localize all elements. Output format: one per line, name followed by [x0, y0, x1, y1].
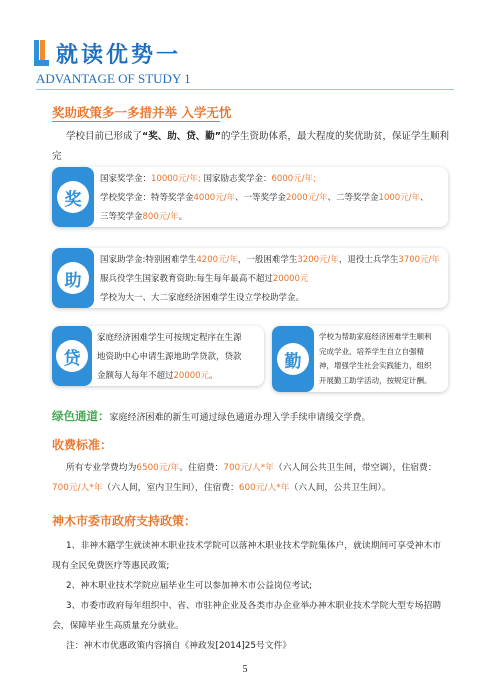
policy-heading: 神木市委市政府支持政策： — [52, 514, 197, 528]
page-number: 5 — [242, 664, 248, 675]
page-subtitle: ADVANTAGE OF STUDY 1 — [36, 71, 191, 86]
loan-text: 家庭经济困难学生可按规定程序在生源 地资助中心申请生源地助学贷款，贷款 金额每人每年不超过20000元。 — [97, 333, 242, 381]
grant-badge — [52, 248, 94, 308]
scholarship-badge — [52, 167, 94, 227]
header-logo-mark — [34, 40, 49, 66]
loan-badge-char: 贷 — [63, 348, 81, 369]
fees-heading: 收费标准： — [52, 438, 113, 452]
policy-text: 1、非神木籍学生就读神木职业技术学院可以落神木职业技术学院集体户，就读期间可享受神木市 现有全民免费医疗等惠民政策; 2、神木职业技术学院应届毕业生可以参加神木市公益岗位考试; 3、市委市政府每年组织中、省、市驻神企业及各类市办企业举办神木职业技术学院大型专场招聘 会，保障毕业生高质量充分就业。 注：神木市优惠政策内容摘自《神政发[2014]25号文件》 — [52, 541, 442, 651]
title-divider — [36, 89, 454, 90]
green-channel-line: 绿色通道：家庭经济困难的新生可通过绿色通道办理入学手续申请缓交学费。 — [52, 409, 371, 423]
green-channel-label: 绿色通道： — [52, 409, 110, 423]
grant-text: 国家助学金:特别困难学生4200元/年，一般困难学生3200元/年，退役士兵学生3700元/年 服兵役学生国家教育资助:每生每年最高不超过20000元 学校为大一、大二家庭经济困难学生设立学校助学金。 — [100, 255, 440, 303]
work-study-badge — [272, 326, 314, 392]
scholarship-badge-char: 奖 — [64, 189, 82, 210]
intro-paragraph: 学校目前已形成了“奖、助、贷、勤”的学生资助体系，最大程度的奖优助贫，保证学生顺利完 — [52, 131, 450, 162]
section-heading-scholarship: 奖助政策多一多措并举 入学无忧 — [52, 105, 232, 120]
loan-badge — [52, 326, 92, 386]
work-study-badge-char: 勤 — [284, 351, 302, 372]
section-heading-underline — [52, 121, 220, 122]
work-study-text: 学校为帮助家庭经济困难学生顺利 完成学业、培养学生自立自强精 神，增强学生社会实践能力，组织 开展勤工助学活动，按规定计酬。 — [319, 332, 432, 385]
page-title: 就读优势一 — [56, 43, 182, 68]
fees-text: 所有专业学费均为6500元/年。住宿费：700元/人*年（六人间公共卫生间，带空调），住宿费： 700元/人*年（六人间，室内卫生间），住宿费：600元/人*年（六人间，公共卫生间）。 — [52, 463, 437, 493]
scholarship-text: 国家奖学金：10000元/年; 国家励志奖学金：6000元/年; 学校奖学金：特等奖学金4000元/年、一等奖学金2000元/年、二等奖学金1000元/年、 三等奖学金800元/年。 — [100, 174, 429, 222]
grant-badge-char: 助 — [64, 270, 82, 291]
